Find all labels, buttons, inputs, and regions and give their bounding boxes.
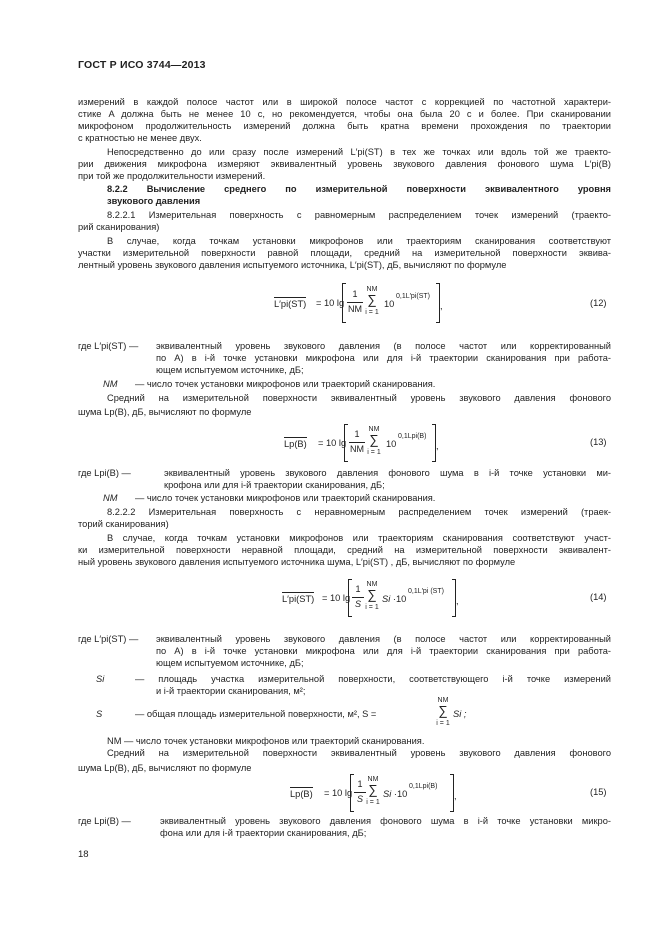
where-lead: где Lpi(B) — <box>78 816 131 826</box>
text-line: эквивалентный уровень звукового давления фонового шума в i-й точке установки микро- <box>160 816 611 826</box>
equation-number: (15) <box>590 787 607 797</box>
equation-term: Si ; <box>453 709 467 719</box>
text-line: — число точек установки микрофонов или траекторий сканирования. <box>135 379 436 389</box>
power-base: 10 <box>386 439 397 449</box>
subsection-heading: 8.2.2.1 Измерительная поверхность с равномерным распределением точек измерений (траекто- <box>107 210 611 220</box>
left-bracket <box>344 424 348 462</box>
subsection-heading: торий сканирования) <box>78 519 169 529</box>
sum-lower-limit: i = 1 <box>365 604 379 611</box>
text-line: — общая площадь измерительной поверхности, м², S = <box>135 709 377 719</box>
equation-number: (14) <box>590 592 607 602</box>
where-lead: где Lpi(B) — <box>78 468 131 478</box>
sum-upper-limit: NM <box>437 697 449 704</box>
fraction-numerator: 1 <box>355 584 361 594</box>
text-line: — число точек установки микрофонов или траекторий сканирования. <box>135 493 436 503</box>
equation-term: Si · <box>382 594 396 604</box>
subsection-heading: 8.2.2.2 Измерительная поверхность с неравномерным распределением точек измерений (траек- <box>107 507 611 517</box>
fraction-line <box>347 302 363 303</box>
sum-sign: ∑ <box>367 292 377 307</box>
fraction-denominator: S <box>354 599 361 609</box>
text-line: крофона или для i-й траектории сканирования, дБ; <box>164 480 385 490</box>
section-heading: звукового давления <box>107 196 201 206</box>
equation-lhs: L′pi(ST) <box>274 299 307 309</box>
fraction-numerator: 1 <box>354 429 360 439</box>
fraction-denominator: NM <box>350 444 364 454</box>
text-line: эквивалентный уровень звукового давления (в полосе частот или корректированный <box>156 341 611 351</box>
subsection-heading: рий сканирования) <box>78 222 160 232</box>
text-line: микрофоном продолжительность измерений должна быть кратна времени прохождения по траектории <box>78 121 611 131</box>
text-line: по A) в i-й точке установки микрофона или для i-й траектории сканирования при работа- <box>156 646 611 656</box>
sum-sign: ∑ <box>369 432 379 447</box>
power-exponent: 0,1Lpi(B) <box>409 783 438 790</box>
equation-operator: = 10 lg <box>316 298 345 308</box>
standard-header: ГОСТ Р ИСО 3744—2013 <box>78 59 206 71</box>
fraction-numerator: 1 <box>352 289 358 299</box>
symbol: NM <box>103 493 118 503</box>
symbol: Si <box>96 674 105 684</box>
sum-lower-limit: i = 1 <box>365 309 379 316</box>
text-line: Средний на измерительной поверхности эквивалентный уровень звукового давления фонового <box>107 393 611 403</box>
text-line: ющем испытуемом источнике, дБ; <box>156 365 304 375</box>
symbol: NM <box>103 379 118 389</box>
fraction-line <box>354 792 366 793</box>
text-line: шума Lp(B), дБ, вычисляют по формуле <box>78 763 252 773</box>
section-heading: 8.2.2 Вычисление среднего по измерительной поверхности эквивалентного уровня <box>107 184 611 194</box>
text-line: шума Lp(B), дБ, вычисляют по формуле <box>78 407 252 417</box>
page-number: 18 <box>78 849 89 860</box>
power-exponent: 0,1Lpi(B) <box>398 433 427 440</box>
sum-upper-limit: NM <box>368 426 380 433</box>
power-exponent: 0,1L′pi(ST) <box>396 293 430 300</box>
equation-lhs: Lp(B) <box>290 789 313 799</box>
text-line: при той же продолжительности измерений. <box>78 171 266 181</box>
sum-lower-limit: i = 1 <box>436 720 450 727</box>
text-line: участки измерительной поверхности равной площади, средний на измерительной поверхности эквива- <box>78 248 611 258</box>
symbol: S <box>96 709 103 719</box>
sum-sign: ∑ <box>368 782 378 797</box>
fraction-line <box>352 597 364 598</box>
sum-lower-limit: i = 1 <box>367 449 381 456</box>
text-line: ки измерительной поверхности неравной площади, средний на измерительной поверхности эквивалент- <box>78 545 611 555</box>
text-line: ющем испытуемом источнике, дБ; <box>156 658 304 668</box>
text-line: стике A должна быть не менее 10 с, но рекомендуется, чтобы она была 20 с и более. При сканировании <box>78 109 611 119</box>
text-line: — площадь участка измерительной поверхности, соответствующего i-й точке измерений <box>135 674 611 684</box>
left-bracket <box>342 283 346 323</box>
text-line: измерений в каждой полосе частот или в широкой полосе частот с коррекцией по частотной характери- <box>78 97 611 107</box>
text-line: эквивалентный уровень звукового давления (в полосе частот или корректированный <box>156 634 611 644</box>
equation-operator: = 10 lg <box>322 593 351 603</box>
where-lead: где L′pi(ST) — <box>78 634 139 644</box>
text-line: В случае, когда точкам установки микрофонов или траекториям сканирования соответствуют участ- <box>107 533 611 543</box>
text-line: Непосредственно до или сразу после измерений L′pi(ST) в тех же точках или вдоль той же траекто- <box>107 147 611 157</box>
sum-sign: ∑ <box>367 587 377 602</box>
fraction-denominator: S <box>356 794 363 804</box>
fraction-line <box>349 442 365 443</box>
sum-upper-limit: NM <box>367 776 379 783</box>
text-line: с кратностью не менее двух. <box>78 133 202 143</box>
text-line: и i-й траектории сканирования, м²; <box>156 686 306 696</box>
power-base: 10 <box>397 789 408 799</box>
equation-lhs: L′pi(ST) <box>282 594 315 604</box>
text-line: рии движения микрофона измеряют эквивалентный уровень звукового давления фонового шума L′pi(B) <box>78 159 611 169</box>
text-line: NM — число точек установки микрофонов или траекторий сканирования. <box>107 736 425 746</box>
power-base: 10 <box>384 299 395 309</box>
text-line: ный уровень звукового давления испытуемого источника шума, L′pi(ST) , дБ, вычисляют по формуле <box>78 557 516 567</box>
sum-sign: ∑ <box>438 703 448 718</box>
sum-lower-limit: i = 1 <box>366 799 380 806</box>
equation-operator: = 10 lg <box>324 788 353 798</box>
text-line: лентный уровень звукового давления испытуемого источника, L′pi(ST), дБ, вычисляют по формуле <box>78 260 507 270</box>
equation-term: Si · <box>383 789 397 799</box>
document-page: ГОСТ Р ИСО 3744—2013 измерений в каждой полосе частот или в широкой полосе частот с коррекцией по частотной характери- стике A должна быть не менее 10 с, но рекомендуется, чтобы она была 20 с и более. При сканировании микрофоном продолжительность измерений должна быть кратна времени прохождения по траектории с кратностью не менее двух. Непосредственно до или сразу после измерений L′pi(ST) в тех же точках или вдоль той же траекто- рии движения микрофона измеряют эквивалентный уровень звукового давления фонового шума L′pi(B) при той же продолжительности измерений. 8.2.2 Вычисление среднего по измерительной поверхности эквивалентного уровня звукового давления 8.2.2.1 Измерительная поверхность с равномерным распределением точек измерений (траекто- рий сканирования) В случае, когда точкам установки микрофонов или траекториям сканирования соответствуют участки измерительной поверхности равной площади, средний на измерительной поверхности эквива- лентный уровень звукового давления испытуемого источника, L′pi(ST), дБ, вычисляют по формуле L′pi(ST) = 10 lg 1 NM NM ∑ i = 1 10 0,1L′pi(ST) , (12) где L′pi(ST) — эквивалентный уровень звукового давления (в полосе частот или корректированный по A) в i-й точке установки микрофона или для i-й траектории сканирования при работа- ющем испытуемом источнике, дБ; NM — число точек установки микрофонов или траекторий сканирования. Средний на измерительной поверхности эквивалентный уровень звукового давления фонового шума Lp(B), дБ, вычисляют по формуле Lp(B) = 10 lg 1 NM NM ∑ i = 1 10 0,1Lpi(B) , (13) где Lpi(B) — эквивалентный уровень звукового давления фонового шума в i-й точке установки ми- крофона или для i-й траектории сканирования, дБ; NM — число точек установки микрофонов или траекторий сканирования. 8.2.2.2 Измерительная поверхность с неравномерным распределением точек измерений (траек- торий сканирования) В случае, когда точкам установки микрофонов или траекториям сканирования соответствуют участ- ки измерительной поверхности неравной площади, средний на измерительной поверхности эквивалент- ный уровень звукового давления испытуемого источника шума, L′pi(ST) , дБ, вычисляют по формуле L′pi(ST) = 10 lg 1 S NM ∑ i = 1 Si · 10 0,1L′pi (ST) , (14) где L′pi(ST) — эквивалентный уровень звукового давления (в полосе частот или корректированный по A) в i-й точке установки микрофона или для i-й траектории сканирования при работа- ющем испытуемом источнике, дБ; Si — площадь участка измерительной поверхности, соответствующего i-й точке измерений и i-й траектории сканирования, м²; S — общая площадь измерительной поверхности, м², S = NM ∑ i = 1 Si ; NM — число точек установки микрофонов или траекторий сканирования. Средний на измерительной поверхности эквивалентный уровень звукового давления фонового шума Lp(B), дБ, вычисляют по формуле Lp(B) = 10 lg 1 S NM ∑ i = 1 Si · 10 0,1Lpi(B) , (15) где Lpi(B) — эквивалентный уровень звукового давления фонового шума в i-й точке установки микро- фона или для i-й траектории сканирования, дБ; 18 <box>78 59 611 860</box>
fraction-denominator: NM <box>348 304 362 314</box>
text-line: В случае, когда точкам установки микрофонов или траекториям сканирования соответствуют <box>107 236 611 246</box>
text-line: по A) в i-й точке установки микрофона или для i-й траектории сканирования при работа- <box>156 353 611 363</box>
fraction-numerator: 1 <box>357 779 363 789</box>
equation-lhs: Lp(B) <box>284 439 307 449</box>
sum-upper-limit: NM <box>366 581 378 588</box>
equation-number: (12) <box>590 298 607 308</box>
text-line: фона или для i-й траектории сканирования, дБ; <box>160 828 367 838</box>
equation-number: (13) <box>590 437 607 447</box>
power-base: 10 <box>396 594 407 604</box>
sum-upper-limit: NM <box>366 286 378 293</box>
text-line: Средний на измерительной поверхности эквивалентный уровень звукового давления фонового <box>107 748 611 758</box>
equation-operator: = 10 lg <box>318 438 347 448</box>
power-exponent: 0,1L′pi (ST) <box>408 588 444 595</box>
text-line: эквивалентный уровень звукового давления фонового шума в i-й точке установки ми- <box>164 468 611 478</box>
where-lead: где L′pi(ST) — <box>78 341 139 351</box>
